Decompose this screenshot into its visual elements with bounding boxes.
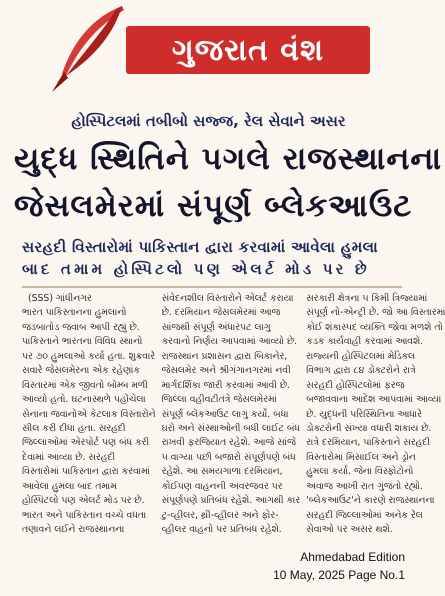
article-line: રાખવી ફરજિયાત રહેશે. આજે સાંજે: [161, 437, 296, 449]
article-line: છે. યુદ્ધની પરિસ્થિતિના આધારે: [306, 408, 422, 420]
article-line: પાકિસ્તાને ભારતના વિવિધ સ્થાનો: [22, 336, 143, 348]
masthead: [0, 0, 417, 95]
article-line: સંપૂર્ણ નો-એન્ટ્રી છે. જો આ વિસ્તારમાં: [306, 307, 445, 319]
article-line: જિલ્લાઓમાં એરપોર્ટ પણ બંધ કરી: [22, 437, 150, 449]
article-line: સેવાઓ પર અસર થશે.: [306, 524, 393, 535]
article-line: હોસ્પિટલો પણ એલર્ટ મોડ પર છે.: [22, 495, 145, 507]
article-line: હુમલા કર્યા. જેના વિસ્ફોટોનો: [306, 466, 414, 478]
kicker: હોસ્પિટલમાં તબીબો સજ્જ, રેલ સેવાને અસર: [71, 112, 346, 130]
edition-name: Ahmedabad Edition: [300, 550, 405, 564]
edition-date-page: 10 May, 2025 Page No.1: [273, 568, 405, 582]
article-line: સીલ કરી દીધા હતા. સરહદી: [22, 422, 126, 434]
article-line: વિસ્તારમાં એક જીવતો બોમ્બ મળી: [22, 379, 148, 391]
article-line: ઘરો અને સંસ્થાઓની બધી લાઈટ બંધ: [161, 422, 300, 434]
article-line: છે. દરમિયાન જેસલમેરમાં આજ: [161, 307, 281, 319]
article-line: કોઈપણ વાહનની અવરજવર પર: [161, 480, 283, 492]
article-line: અવાજ આખી રાત ગુંજતો રહ્યો.: [306, 480, 423, 492]
article-line: ટુ-વ્હીલર, થ્રી-વ્હીલર અને ફોર-: [161, 509, 279, 521]
article-line: સંપૂર્ણપણે પ્રતિબંધ રહેશે. આગથી કાર: [161, 495, 301, 507]
article-line: ૫ વાગ્યા પછી બજારો સંપૂર્ણપણે બંધ: [161, 451, 296, 463]
article-line: બજાવવાના આદેશ આપવામાં આવ્યા: [306, 394, 442, 406]
article-line: સંવેદનશીલ વિસ્તારોને એલર્ટ કરાયા: [161, 293, 294, 304]
article-column-1: [22, 292, 156, 534]
article-line: સાંજથી સંપૂર્ણ અંધારપટ લાગુ: [161, 321, 271, 333]
article-body: [22, 292, 445, 535]
article-line: જડબાતોડ જવાબ આપી રહ્યું છે.: [22, 321, 140, 333]
article-line: માર્ગદર્શિકા જારી કરવામાં આવી છે.: [161, 379, 290, 391]
quill-logo-icon: [44, 2, 134, 94]
article-line: કડક કાર્યવાહી કરવામાં આવશે.: [306, 336, 424, 348]
article-line: વિભાગ દ્વારા ૮૪ ડોક્ટરોને રાત્રે: [306, 365, 416, 377]
article-line: ડોક્ટરોની સંખ્યા વધારી શકાય છે.: [306, 422, 432, 434]
article-column-3: [306, 292, 445, 534]
article-line: સેનાના જવાનોએ કેટલાક વિસ્તારોને: [22, 408, 156, 420]
article-line: સરહદી હોસ્પિટલોમાં ફરજ: [306, 379, 405, 391]
article-line: જિલ્લા વહીવટીતંત્રે જેસલમેરમાં: [161, 394, 277, 406]
article-line: સવારે જેસલમેરના એક રહેણાંક: [22, 365, 140, 377]
article-line: 'બ્લેકઆઉટ'ને કારણે રાજસ્થાનના: [306, 495, 435, 507]
deck-line-1: સરહદી વિસ્તારોમાં પાકિસ્તાન દ્વારા કરવામાં આવેલા હુમલા: [22, 238, 378, 256]
article-line: આવેલા હુમલા બાદ તમામ: [22, 480, 117, 492]
deck-line-2: બાદ તમામ હોસ્પિટલો પણ એલર્ટ મોડ પર છે: [22, 260, 370, 278]
article-line: રાત્રે દરમિયાન, પાકિસ્તાને સરહદી: [306, 437, 431, 449]
article-line: કરવાનો નિર્ણય આપવામાં આવ્યો છે.: [161, 336, 298, 348]
article-line: જેસલમેર અને શ્રીગંગાનગરમાં નવી: [161, 365, 291, 377]
divider: [22, 286, 402, 288]
article-line: વિસ્તારોમાં મિસાઈલ અને ડ્રોન: [306, 451, 416, 463]
article-line: પર ૭૦ હુમલાઓ કર્યા હતા. શુક્રવારે: [22, 350, 156, 362]
article-line: સંપૂર્ણ બ્લેકઆઉટ લાગુ કર્યો. બધા: [161, 408, 289, 420]
masthead-title-box: [126, 26, 370, 74]
article-line: સરકારી ક્ષેત્રના ૫ કિમી ત્રિજ્યામાં: [306, 293, 428, 304]
article-line: વિસ્તારોમાં પાકિસ્તાન દ્વારા કરવામાં: [22, 466, 150, 478]
article-line: ભારત પાકિસ્તાનના હુમલાનો: [22, 307, 127, 319]
masthead-title: ગુજરાત વંશ: [171, 32, 325, 68]
article-line: રહેશે. આ સમયગાળા દરમિયાન,: [161, 466, 283, 478]
article-column-2: [162, 292, 301, 534]
article-line: દેવામાં આવ્યા છે. સરહદી: [22, 451, 116, 463]
article-line: વ્હીલર વાહનો પર પ્રતિબંધ રહેશે.: [161, 524, 282, 535]
headline-line-2: જેસલમેરમાં સંપૂર્ણ બ્લેકઆઉટ: [14, 188, 413, 224]
edition-info: [273, 548, 405, 584]
headline-line-1: યુદ્ધ સ્થિતિને પગલે રાજસ્થાનના: [14, 141, 443, 177]
article-line: આવ્યો હતો. ઘટનાસ્થળે પહોંચેલા: [22, 394, 146, 406]
article-line: રાજ્યની હોસ્પિટલમાં મેડિકલ: [306, 350, 416, 362]
article-line: સરહદી જિલ્લાઓમાં અનેક રેલ: [306, 509, 423, 521]
article-line: કોઈ શંકાસ્પદ વ્યક્તિ જોવા મળશે તો: [306, 321, 443, 333]
article-line: રાજસ્થાન પ્રશાસન દ્વારા બિકાનેર,: [161, 350, 288, 362]
article-line: (SSS) ગાંધીનગર: [28, 293, 92, 304]
article-line: ભારત અને પાકિસ્તાન વચ્ચે વધતા: [22, 509, 147, 521]
article-line: તણાવને લઈને રાજસ્થાનના: [22, 524, 125, 535]
